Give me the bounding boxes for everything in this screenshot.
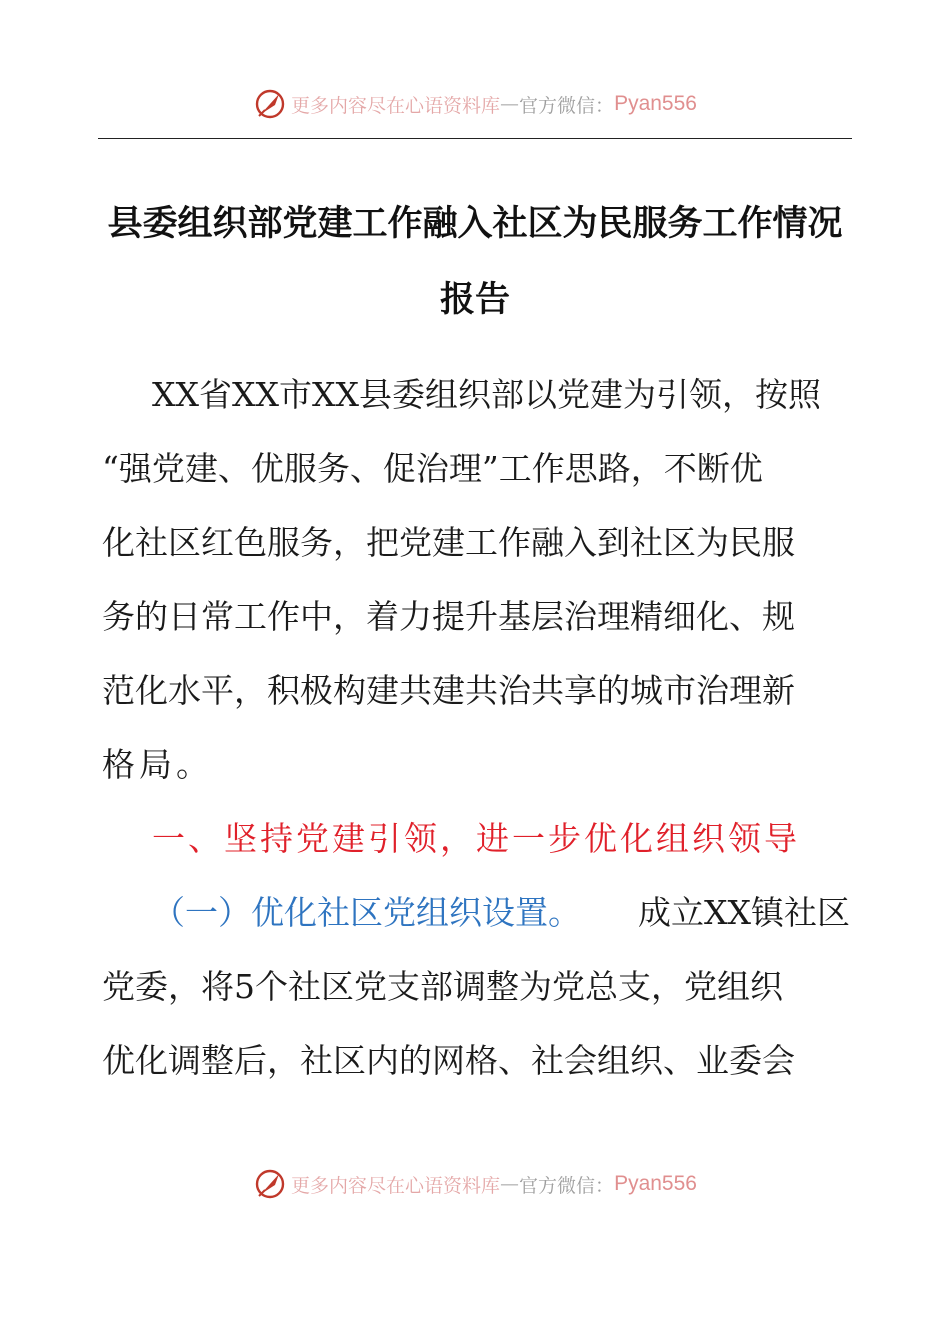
quill-pen-logo-icon [253, 1167, 287, 1201]
paragraph-line: 优化调整后，社区内的网格、社会组织、业委会 [102, 1041, 795, 1080]
watermark-text: 更多内容尽在心语资料库 [291, 1174, 501, 1197]
watermark-separator: — [500, 93, 520, 115]
subsection-heading: （一）优化社区党组织设置。 [152, 893, 581, 932]
watermark-id: Pyan556 [614, 92, 697, 115]
paragraph-line: XX省XX市XX县委组织部以党建为引领，按照 [152, 375, 821, 414]
section-heading: 一、坚持党建引领，进一步优化组织领导 [152, 819, 800, 858]
document-title-line2: 报告 [439, 280, 510, 320]
paragraph-text: 成立XX镇社区 [638, 893, 850, 932]
watermark-label: 官方微信： [519, 94, 615, 117]
quill-pen-logo-icon [253, 87, 287, 121]
header-divider [98, 138, 852, 139]
document-title-line1: 县委组织部党建工作融入社区为民服务工作情况 [107, 204, 843, 244]
watermark-text: 更多内容尽在心语资料库 [291, 94, 501, 117]
watermark-id: Pyan556 [614, 1172, 697, 1195]
paragraph-line: 务的日常工作中，着力提升基层治理精细化、规 [102, 597, 795, 636]
paragraph-line: 范化水平，积极构建共建共治共享的城市治理新 [102, 671, 795, 710]
watermark-header [0, 84, 950, 124]
watermark-footer [0, 1164, 950, 1204]
watermark-label: 官方微信： [519, 1174, 615, 1197]
paragraph-line [102, 876, 850, 950]
document-body [102, 358, 850, 1098]
paragraph-line: “强党建、优服务、促治理”工作思路，不断优 [102, 449, 763, 488]
paragraph-line: 格局。 [102, 745, 213, 784]
paragraph-line: 化社区红色服务，把党建工作融入到社区为民服 [102, 523, 795, 562]
paragraph-line: 党委，将5个社区党支部调整为党总支，党组织 [102, 967, 783, 1006]
watermark-separator: — [500, 1173, 520, 1195]
